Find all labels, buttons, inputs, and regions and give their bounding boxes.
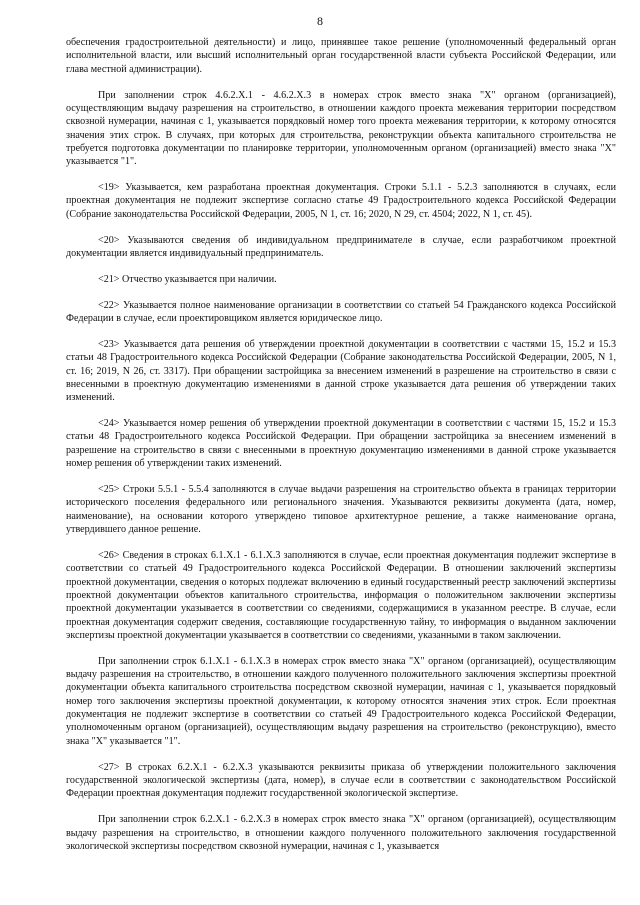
page-number: 8 (317, 14, 323, 28)
footnote-22: <22> Указывается полное наименование организации в соответствии со статьей 54 Гражданского кодекса Российской Федерации в случае, если проектировщиком является юридическое лицо. (66, 299, 616, 324)
footnote-24: <24> Указывается номер решения об утверждении проектной документации в соответствии с частями 15, 15.2 и 15.3 статьи 48 Градостроительного кодекса Российской Федерации. При обращении застройщика за внесением изменений в разрешение на строительство в связи с внесенными в проектную документацию изменениями в данной строке указывается номер решения об утверждении таких изменений. (66, 418, 616, 470)
footnote-21: <21> Отчество указывается при наличии. (98, 273, 277, 285)
footnote-27: <27> В строках 6.2.X.1 - 6.2.X.3 указываются реквизиты приказа об утверждении положительного заключения государственной экологической экспертизы (дата, номер), в случае если в соответствии с законодательством Российской Федерации проектная документация подлежит государственной экологической экспертизе. (66, 761, 616, 800)
paragraph-rows-4-6-2: При заполнении строк 4.6.2.X.1 - 4.6.2.X.3 в номерах строк вместо знака "X" органом (организацией), осуществляющим выдачу разрешения на строительство, в отношении каждого проекта межевания территории посредством сквозной нумерации, начиная с 1, указывается порядковый номер того проекта межевания территории, к которому относятся значения этих строк. В случаях, при которых для строительства, реконструкции объекта капитального строительства не требуется подготовка документации по планировке территории, уполномоченным органом (организацией) вместо знака "X" указывается "1". (66, 89, 616, 168)
paragraph-rows-6-2: При заполнении строк 6.2.X.1 - 6.2.X.3 в номерах строк вместо знака "X" органом (организацией), осуществляющим выдачу разрешения на строительство, в отношении каждого полученного положительного заключения государственной экологической экспертизы посредством сквозной нумерации, начиная с 1, указывается (66, 814, 616, 852)
footnote-26: <26> Сведения в строках 6.1.X.1 - 6.1.X.3 заполняются в случае, если проектная документация подлежит экспертизе в соответствии со статьей 49 Градостроительного кодекса Российской Федерации. В отношении заключений экспертизы проектной документации, сведения о которых подлежат включению в единый государственный реестр заключений экспертизы проектной документации объектов капитального строительства, информация о положительном заключении экспертизы проектной документации указывается в соответствии со сведениями, содержащимися в указанном реестре. В случае, если проектная документация содержит сведения, составляющие государственную тайну, то информация о выданном заключении экспертизы проектной документации указывается в соответствии со сведениями, указанными в таком заключении. (66, 549, 616, 641)
footnote-19: <19> Указывается, кем разработана проектная документация. Строки 5.1.1 - 5.2.3 заполняются в случаях, если проектная документация не подлежит экспертизе согласно статье 49 Градостроительного кодекса Российской Федерации (Собрание законодательства Российской Федерации, 2005, N 1, ст. 16; 2020, N 29, ст. 4504; 2022, N 1, ст. 45). (66, 182, 616, 220)
footnote-23: <23> Указывается дата решения об утверждении проектной документации в соответствии с частями 15, 15.2 и 15.3 статьи 48 Градостроительного кодекса Российской Федерации (Собрание законодательства Российской Федерации, 2005, N 1, ст. 16; 2019, N 26, ст. 3317). При обращении застройщика за внесением изменений в разрешение на строительство в связи с внесенными в проектную документацию изменениями в данной строке указывается дата решения об утверждении таких изменений. (66, 338, 616, 404)
document-body (66, 36, 616, 853)
footnote-25: <25> Строки 5.5.1 - 5.5.4 заполняются в случае выдачи разрешения на строительство объекта в границах территории исторического поселения федерального или регионального значения. Указываются реквизиты документа (дата, номер, наименование), на основании которого утверждено типовое архитектурное решение, а также наименование органа, утвердившего данное решение. (66, 483, 616, 535)
footnote-20: <20> Указываются сведения об индивидуальном предпринимателе в случае, если разработчиком проектной документации является индивидуальный предприниматель. (66, 234, 616, 259)
paragraph-continuation: обеспечения градостроительной деятельности) и лицо, принявшее такое решение (уполномоченный федеральный орган исполнительной власти, или высший исполнительный орган государственной власти субъекта Российской Федерации, или глава местной администрации). (66, 37, 616, 75)
paragraph-rows-6-1: При заполнении строк 6.1.X.1 - 6.1.X.3 в номерах строк вместо знака "X" органом (организацией), осуществляющим выдачу разрешения на строительство, в отношении каждого полученного положительного заключения экспертизы проектной документации объекта капитального строительства посредством сквозной нумерации, начиная с 1, указывается порядковый номер того заключения экспертизы проектной документации, к которому относятся значения этих строк. Если проектная документация не подлежит экспертизе в соответствии со статьей 49 Градостроительного кодекса Российской Федерации, уполномоченным органом (организацией), осуществляющим выдачу разрешения на строительство (реконструкцию), вместо знака "X" указывается "1". (66, 655, 616, 747)
